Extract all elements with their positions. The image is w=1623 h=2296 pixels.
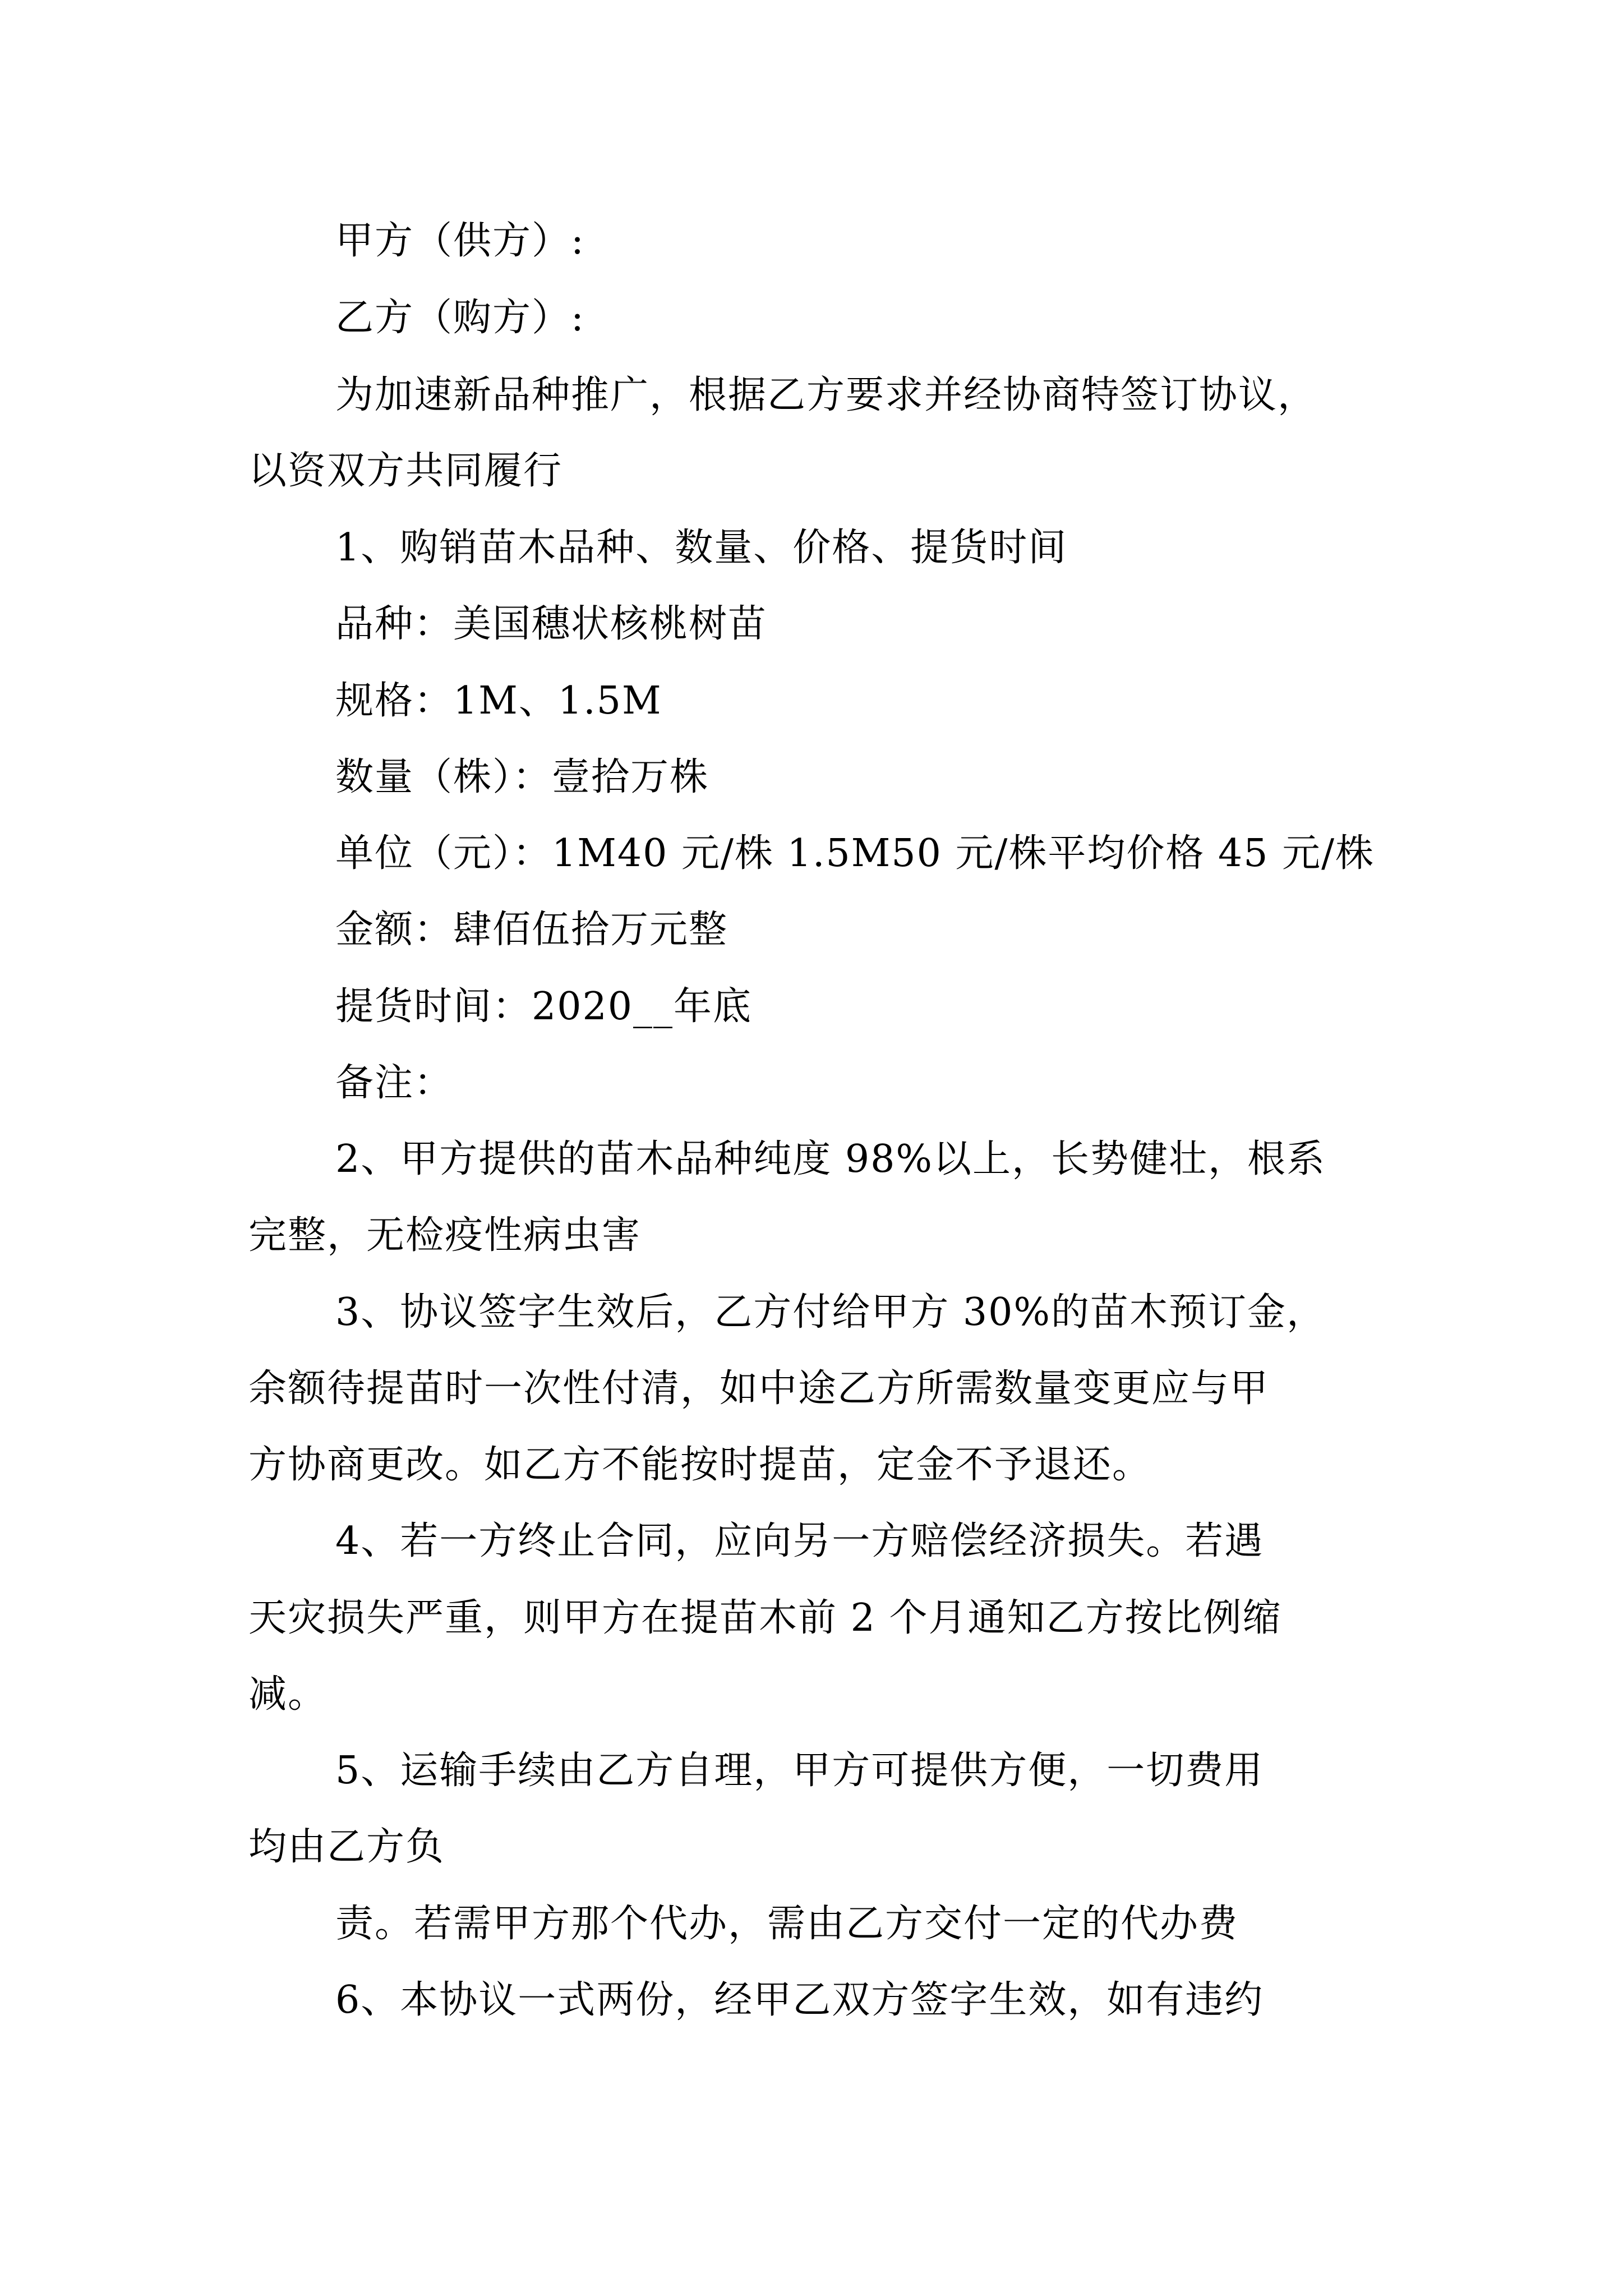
clause-4-line-2: 天灾损失严重，则甲方在提苗木前 2 个月通知乙方按比例缩: [248, 1596, 1282, 1640]
clause-3-line-3: 方协商更改。如乙方不能按时提苗，定金不予退还。: [248, 1443, 1152, 1487]
variety-line: 品种：美国穗状核桃树苗: [335, 602, 768, 646]
party-a-line: 甲方（供方）:: [335, 219, 585, 263]
clause-5-line-2: 均由乙方负: [248, 1825, 445, 1869]
clause-5-line-1: 5、运输手续由乙方自理，甲方可提供方便，一切费用: [335, 1749, 1264, 1793]
clause-2-line-2: 完整，无检疫性病虫害: [248, 1213, 642, 1258]
quantity-line: 数量（株）：壹拾万株: [335, 755, 709, 799]
clause-6-line-1: 6、本协议一式两份，经甲乙双方签字生效，如有违约: [335, 1978, 1264, 2022]
unit-price-line: 单位（元）：1M40 元/株 1.5M50 元/株平均价格 45 元/株: [335, 831, 1375, 876]
clause-2-line-1: 2、甲方提供的苗木品种纯度 98%以上，长势健壮，根系: [335, 1137, 1326, 1181]
remarks-line: 备注：: [335, 1061, 454, 1105]
clause-3-line-1: 3、协议签字生效后，乙方付给甲方 30%的苗木预订金，: [335, 1290, 1326, 1335]
preamble-line-1: 为加速新品种推广，根据乙方要求并经协商特签订协议，: [335, 373, 1317, 417]
clause-4-line-1: 4、若一方终止合同，应向另一方赔偿经济损失。若遇: [335, 1519, 1264, 1563]
party-b-line: 乙方（购方）:: [335, 296, 585, 340]
spec-line: 规格：1M、1.5M: [335, 679, 662, 723]
clause-1-heading: 1、购销苗木品种、数量、价格、提货时间: [335, 526, 1068, 570]
clause-4-line-3: 减。: [248, 1672, 328, 1717]
pickup-time-line: 提货时间：2020__年底: [335, 984, 753, 1029]
preamble-line-2: 以资双方共同履行: [248, 449, 563, 493]
amount-line: 金额：肆佰伍拾万元整: [335, 908, 728, 952]
clause-5-line-3: 责。若需甲方那个代办，需由乙方交付一定的代办费: [335, 1902, 1239, 1946]
clause-3-line-2: 余额待提苗时一次性付清，如中途乙方所需数量变更应与甲: [248, 1366, 1270, 1411]
